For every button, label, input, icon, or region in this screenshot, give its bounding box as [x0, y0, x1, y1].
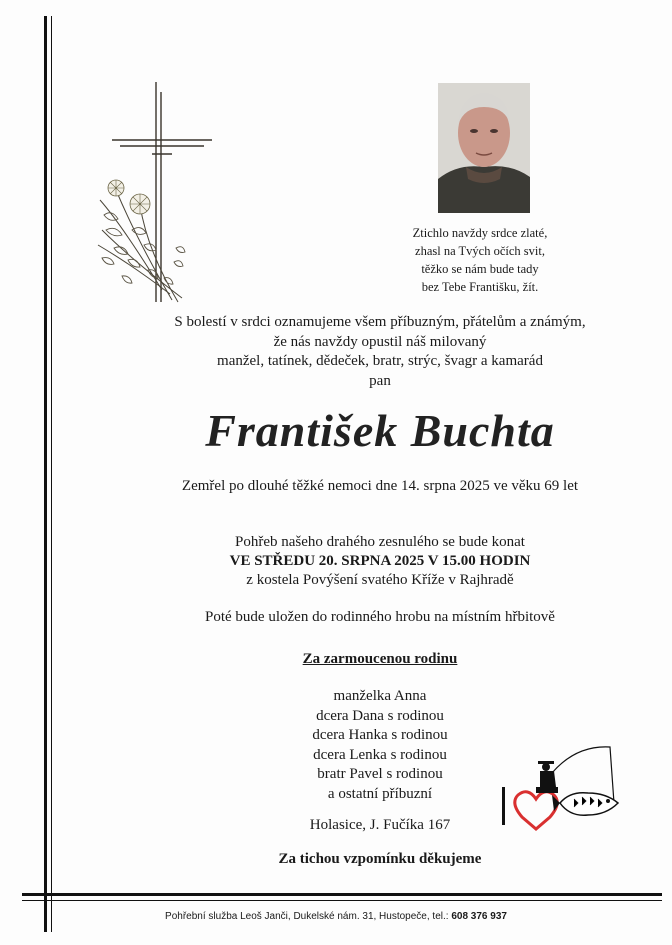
left-border-thick — [44, 16, 47, 932]
intro-line: že nás navždy opustil náš milovaný — [273, 333, 487, 350]
poem-line: bez Tebe Františku, žít. — [421, 280, 539, 294]
intro-line: manžel, tatínek, dědeček, bratr, strýc, švagr a kamarád — [217, 353, 543, 369]
poem-line: Ztichlo navždy srdce zlaté, — [412, 226, 548, 240]
cross-with-flowers-icon — [92, 80, 222, 305]
family-member: dcera Lenka s rodinou — [313, 746, 447, 763]
intro-line: S bolestí v srdci oznamujeme všem příbuzným, přátelům a známým, — [174, 314, 586, 330]
family-member: dcera Hanka s rodinou — [312, 727, 448, 743]
poem-line: těžko se nám bude tady — [421, 262, 539, 276]
family-member: a ostatní příbuzní — [327, 785, 433, 802]
poem-line: zhasl na Tvých očích svit, — [415, 244, 545, 258]
left-border-thin — [51, 16, 52, 932]
footer-phone: 608 376 937 — [451, 911, 507, 922]
intro-line: pan — [369, 372, 391, 389]
fishing-love-icon — [496, 743, 626, 838]
death-notice: Zemřel po dlouhé těžké nemoci dne 14. srpna 2025 ve věku 69 let — [181, 478, 579, 494]
bottom-border-thick — [22, 893, 662, 896]
funeral-info — [80, 533, 672, 590]
portrait-photo — [438, 83, 530, 213]
funeral-line: Pohřeb našeho drahého zesnulého se bude konat — [235, 534, 525, 550]
funeral-date: VE STŘEDU 20. SRPNA 2025 V 15.00 HODIN — [229, 553, 531, 569]
deceased-name: František Buchta — [205, 405, 555, 456]
family-member: manželka Anna — [333, 688, 427, 704]
footer-text: Pohřební služba Leoš Janči, Dukelské nám. 31, Hustopeče, tel.: — [165, 911, 452, 922]
family-heading: Za zarmoucenou rodinu — [302, 651, 458, 667]
bottom-border-thin — [22, 900, 662, 901]
memorial-poem — [375, 224, 585, 296]
funeral-place: z kostela Povýšení svatého Kříže v Rajhradě — [246, 572, 514, 588]
burial-info: Poté bude uložen do rodinného hrobu na místním hřbitově — [205, 609, 555, 625]
family-member: dcera Dana s rodinou — [316, 707, 444, 724]
funeral-service-footer — [0, 911, 672, 922]
address: Holasice, J. Fučíka 167 — [309, 817, 451, 833]
thanks-line: Za tichou vzpomínku děkujeme — [278, 851, 482, 867]
announcement-intro — [80, 313, 672, 391]
family-member: bratr Pavel s rodinou — [317, 766, 443, 782]
